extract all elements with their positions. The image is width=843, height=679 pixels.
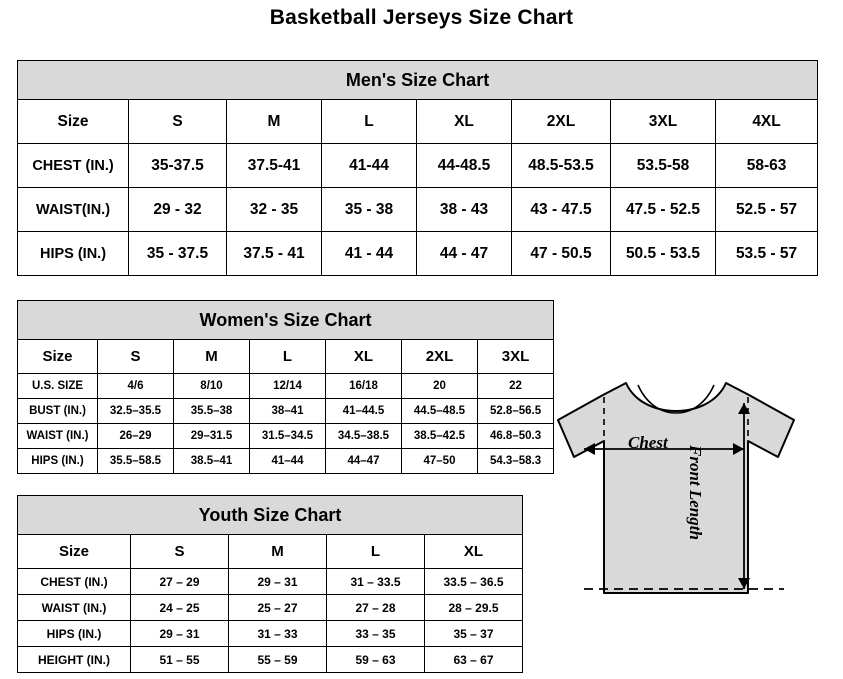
table-cell: 32.5–35.5 [98, 399, 174, 424]
table-cell: 53.5 - 57 [716, 232, 818, 276]
column-header: S [129, 100, 227, 144]
youth-size-chart-table [17, 495, 523, 673]
table-cell: 37.5-41 [227, 144, 322, 188]
youth-table-caption: Youth Size Chart [18, 496, 523, 535]
table-cell: 29 – 31 [229, 569, 327, 595]
table-cell: 35 - 37.5 [129, 232, 227, 276]
table-cell: 33 – 35 [327, 621, 425, 647]
column-header: XL [417, 100, 512, 144]
table-cell: 35 - 38 [322, 188, 417, 232]
table-caption-row [18, 61, 818, 100]
table-cell: 38 - 43 [417, 188, 512, 232]
table-cell: 44.5–48.5 [402, 399, 478, 424]
table-cell: 53.5-58 [611, 144, 716, 188]
womens-size-chart-section [17, 300, 553, 474]
table-cell: 34.5–38.5 [326, 424, 402, 449]
table-cell: 38–41 [250, 399, 326, 424]
table-cell: 22 [478, 374, 554, 399]
table-cell: 32 - 35 [227, 188, 322, 232]
column-header: XL [326, 340, 402, 374]
table-cell: 16/18 [326, 374, 402, 399]
table-cell: 55 – 59 [229, 647, 327, 673]
table-cell: 31.5–34.5 [250, 424, 326, 449]
front-length-measure-label: Front Length [686, 445, 705, 540]
column-header: 3XL [611, 100, 716, 144]
table-header-row [18, 535, 523, 569]
table-cell: 29 - 32 [129, 188, 227, 232]
table-cell: 28 – 29.5 [425, 595, 523, 621]
row-label: HIPS (IN.) [18, 449, 98, 474]
column-header: 2XL [402, 340, 478, 374]
row-label: CHEST (IN.) [18, 569, 131, 595]
table-row [18, 621, 523, 647]
table-cell: 35.5–58.5 [98, 449, 174, 474]
column-header: Size [18, 535, 131, 569]
row-label: U.S. SIZE [18, 374, 98, 399]
column-header: M [229, 535, 327, 569]
table-header-row [18, 340, 554, 374]
column-header: 2XL [512, 100, 611, 144]
table-cell: 47–50 [402, 449, 478, 474]
table-cell: 48.5-53.5 [512, 144, 611, 188]
table-cell: 29 – 31 [131, 621, 229, 647]
column-header: S [131, 535, 229, 569]
table-caption-row [18, 496, 523, 535]
row-label: WAIST (IN.) [18, 424, 98, 449]
table-row [18, 374, 554, 399]
youth-size-chart-section [17, 495, 522, 673]
column-header: L [250, 340, 326, 374]
row-label: HIPS (IN.) [18, 232, 129, 276]
table-cell: 50.5 - 53.5 [611, 232, 716, 276]
table-cell: 52.8–56.5 [478, 399, 554, 424]
column-header: S [98, 340, 174, 374]
column-header: 4XL [716, 100, 818, 144]
table-cell: 31 – 33 [229, 621, 327, 647]
column-header: L [322, 100, 417, 144]
table-cell: 43 - 47.5 [512, 188, 611, 232]
table-cell: 58-63 [716, 144, 818, 188]
column-header: Size [18, 100, 129, 144]
row-label: WAIST (IN.) [18, 595, 131, 621]
table-row [18, 595, 523, 621]
column-header: L [327, 535, 425, 569]
table-cell: 8/10 [174, 374, 250, 399]
table-header-row [18, 100, 818, 144]
table-caption-row [18, 301, 554, 340]
table-row [18, 188, 818, 232]
table-row [18, 647, 523, 673]
womens-table-caption: Women's Size Chart [18, 301, 554, 340]
table-row [18, 232, 818, 276]
jersey-measurement-diagram [548, 345, 838, 665]
table-cell: 38.5–42.5 [402, 424, 478, 449]
table-cell: 35-37.5 [129, 144, 227, 188]
table-cell: 46.8–50.3 [478, 424, 554, 449]
mens-size-chart-section [17, 60, 817, 276]
row-label: HIPS (IN.) [18, 621, 131, 647]
column-header: M [227, 100, 322, 144]
table-cell: 38.5–41 [174, 449, 250, 474]
table-row [18, 424, 554, 449]
table-row [18, 449, 554, 474]
table-cell: 59 – 63 [327, 647, 425, 673]
table-cell: 41–44.5 [326, 399, 402, 424]
table-cell: 4/6 [98, 374, 174, 399]
row-label: HEIGHT (IN.) [18, 647, 131, 673]
table-cell: 47 - 50.5 [512, 232, 611, 276]
mens-table-caption: Men's Size Chart [18, 61, 818, 100]
column-header: M [174, 340, 250, 374]
table-row [18, 569, 523, 595]
table-cell: 51 – 55 [131, 647, 229, 673]
table-cell: 27 – 28 [327, 595, 425, 621]
page-title: Basketball Jerseys Size Chart [269, 6, 574, 29]
row-label: CHEST (IN.) [18, 144, 129, 188]
column-header: 3XL [478, 340, 554, 374]
table-cell: 54.3–58.3 [478, 449, 554, 474]
row-label: WAIST(IN.) [18, 188, 129, 232]
table-cell: 31 – 33.5 [327, 569, 425, 595]
table-cell: 33.5 – 36.5 [425, 569, 523, 595]
table-cell: 20 [402, 374, 478, 399]
table-cell: 25 – 27 [229, 595, 327, 621]
column-header: Size [18, 340, 98, 374]
table-cell: 29–31.5 [174, 424, 250, 449]
table-cell: 44–47 [326, 449, 402, 474]
womens-size-chart-table [17, 300, 554, 474]
table-cell: 27 – 29 [131, 569, 229, 595]
table-cell: 37.5 - 41 [227, 232, 322, 276]
table-cell: 35.5–38 [174, 399, 250, 424]
table-row [18, 144, 818, 188]
table-cell: 41-44 [322, 144, 417, 188]
chest-measure-label: Chest [628, 433, 668, 452]
table-cell: 63 – 67 [425, 647, 523, 673]
table-cell: 12/14 [250, 374, 326, 399]
mens-size-chart-table [17, 60, 818, 276]
table-cell: 24 – 25 [131, 595, 229, 621]
table-cell: 52.5 - 57 [716, 188, 818, 232]
table-cell: 41–44 [250, 449, 326, 474]
table-row [18, 399, 554, 424]
table-cell: 26–29 [98, 424, 174, 449]
table-cell: 41 - 44 [322, 232, 417, 276]
row-label: BUST (IN.) [18, 399, 98, 424]
table-cell: 44 - 47 [417, 232, 512, 276]
column-header: XL [425, 535, 523, 569]
table-cell: 44-48.5 [417, 144, 512, 188]
table-cell: 47.5 - 52.5 [611, 188, 716, 232]
table-cell: 35 – 37 [425, 621, 523, 647]
